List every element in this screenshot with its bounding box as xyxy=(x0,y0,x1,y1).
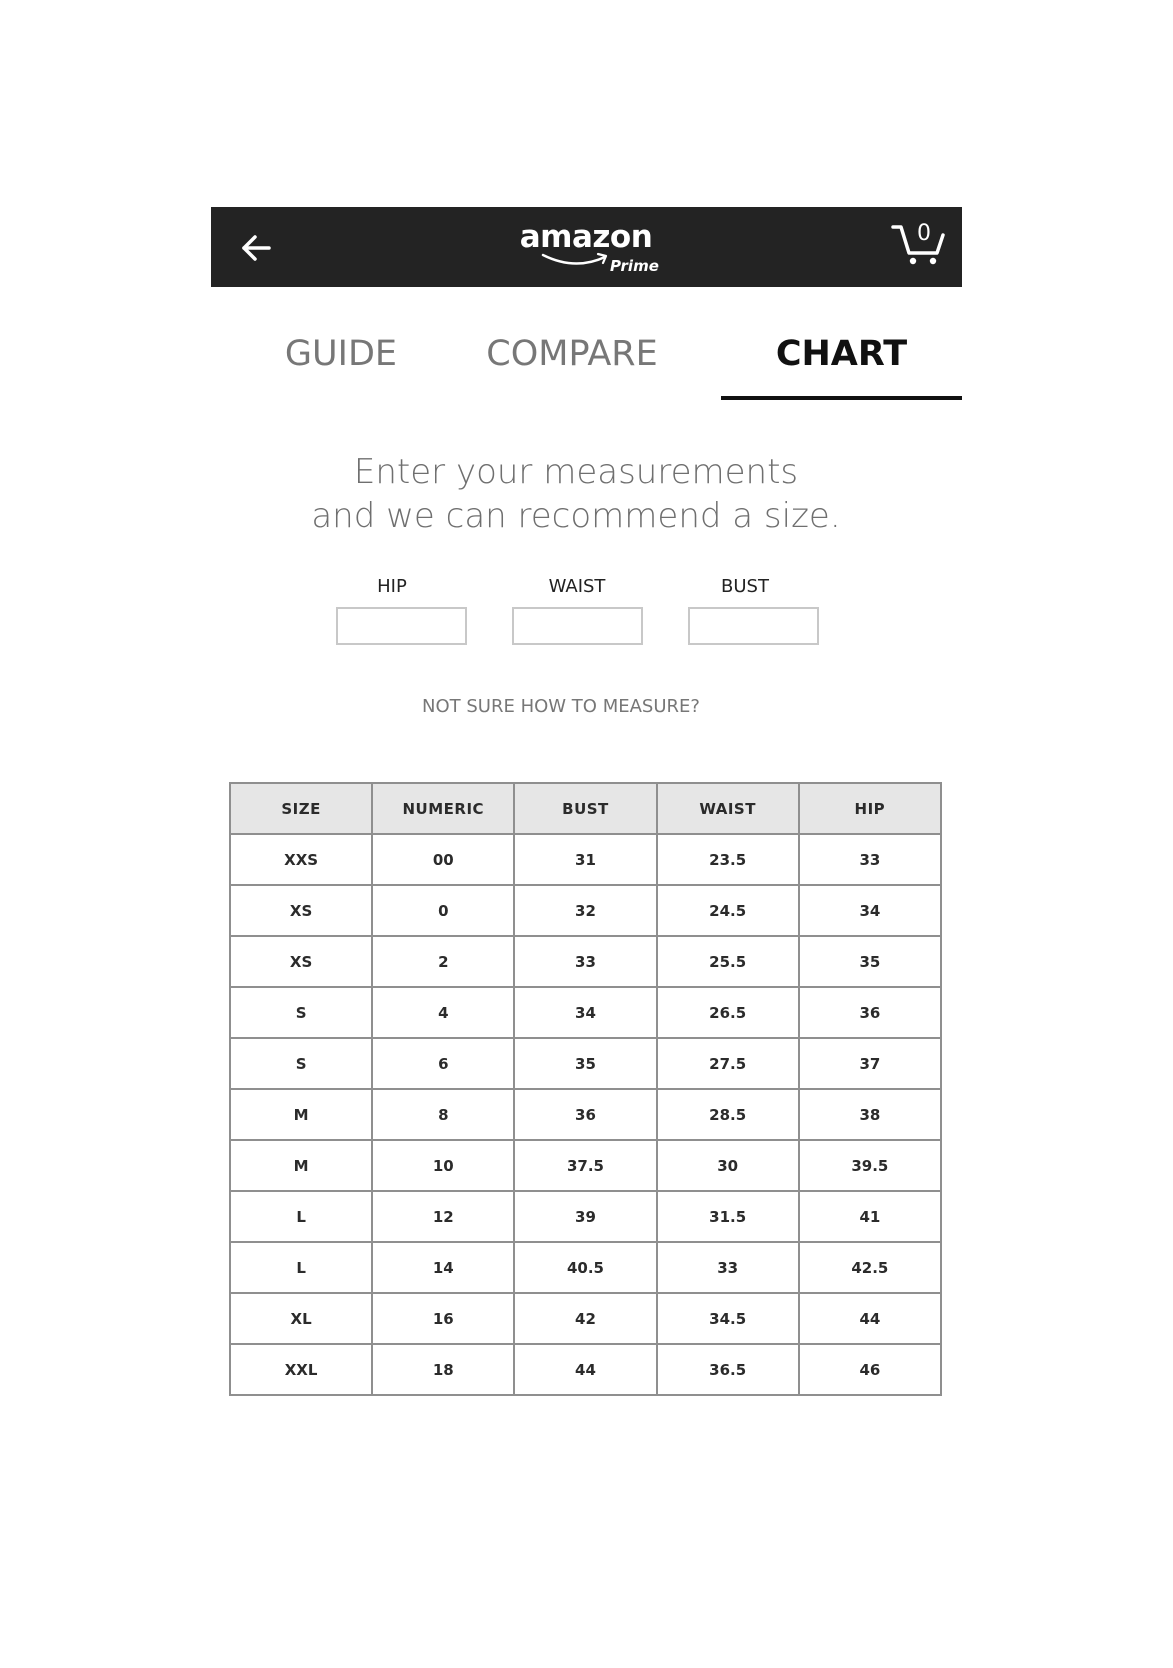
size-cell: XL xyxy=(230,1293,372,1344)
bust-cell: 36 xyxy=(514,1089,656,1140)
size-cell: XXS xyxy=(230,834,372,885)
bust-cell: 31 xyxy=(514,834,656,885)
waist-cell: 25.5 xyxy=(657,936,799,987)
table-row xyxy=(230,987,941,1038)
numeric-cell: 12 xyxy=(372,1191,514,1242)
intro-line-2: and we can recommend a size. xyxy=(311,496,841,536)
smile-arrow-icon xyxy=(541,251,613,269)
hip-cell: 37 xyxy=(799,1038,941,1089)
bust-cell: 34 xyxy=(514,987,656,1038)
tab-chart[interactable]: CHART xyxy=(721,320,962,400)
waist-cell: 34.5 xyxy=(657,1293,799,1344)
waist-cell: 27.5 xyxy=(657,1038,799,1089)
cart-count: 0 xyxy=(917,221,931,246)
hip-input[interactable] xyxy=(336,607,467,645)
back-button[interactable] xyxy=(237,229,277,267)
size-cell: L xyxy=(230,1191,372,1242)
waist-cell: 24.5 xyxy=(657,885,799,936)
table-row xyxy=(230,936,941,987)
tab-bar xyxy=(211,320,962,400)
bust-cell: 44 xyxy=(514,1344,656,1395)
app-header xyxy=(211,207,962,287)
bust-cell: 39 xyxy=(514,1191,656,1242)
size-chart-table xyxy=(229,782,942,1396)
table-row xyxy=(230,1089,941,1140)
tab-compare[interactable]: COMPARE xyxy=(486,334,658,374)
table-row xyxy=(230,1191,941,1242)
numeric-cell: 16 xyxy=(372,1293,514,1344)
numeric-cell: 10 xyxy=(372,1140,514,1191)
column-header-size: SIZE xyxy=(230,783,372,834)
bust-cell: 35 xyxy=(514,1038,656,1089)
size-cell: XXL xyxy=(230,1344,372,1395)
bust-cell: 37.5 xyxy=(514,1140,656,1191)
numeric-cell: 00 xyxy=(372,834,514,885)
tab-guide[interactable]: GUIDE xyxy=(284,334,398,374)
size-cell: L xyxy=(230,1242,372,1293)
column-header-numeric: NUMERIC xyxy=(372,783,514,834)
waist-cell: 31.5 xyxy=(657,1191,799,1242)
logo-wordmark: amazon xyxy=(519,219,653,255)
hip-label: HIP xyxy=(377,576,407,597)
table-row xyxy=(230,1242,941,1293)
bust-cell: 40.5 xyxy=(514,1242,656,1293)
column-header-hip: HIP xyxy=(799,783,941,834)
column-header-bust: BUST xyxy=(514,783,656,834)
table-row xyxy=(230,885,941,936)
arrow-left-icon xyxy=(237,229,277,267)
table-header-row xyxy=(230,783,941,834)
intro-line-1: Enter your measurements xyxy=(353,452,799,492)
amazon-prime-logo[interactable] xyxy=(511,215,671,277)
bust-cell: 32 xyxy=(514,885,656,936)
hip-cell: 46 xyxy=(799,1344,941,1395)
hip-cell: 44 xyxy=(799,1293,941,1344)
waist-cell: 23.5 xyxy=(657,834,799,885)
table-row xyxy=(230,1140,941,1191)
waist-label: WAIST xyxy=(548,576,606,597)
column-header-waist: WAIST xyxy=(657,783,799,834)
table-row xyxy=(230,1293,941,1344)
logo-prime-text: Prime xyxy=(610,257,659,275)
numeric-cell: 18 xyxy=(372,1344,514,1395)
waist-cell: 33 xyxy=(657,1242,799,1293)
hip-cell: 38 xyxy=(799,1089,941,1140)
size-cell: XS xyxy=(230,936,372,987)
size-cell: XS xyxy=(230,885,372,936)
waist-cell: 26.5 xyxy=(657,987,799,1038)
hip-cell: 35 xyxy=(799,936,941,987)
hip-cell: 41 xyxy=(799,1191,941,1242)
bust-label: BUST xyxy=(721,576,769,597)
bust-cell: 42 xyxy=(514,1293,656,1344)
table-row xyxy=(230,1344,941,1395)
cart-button[interactable] xyxy=(891,221,947,267)
hip-cell: 42.5 xyxy=(799,1242,941,1293)
table-row xyxy=(230,834,941,885)
hip-cell: 33 xyxy=(799,834,941,885)
numeric-cell: 6 xyxy=(372,1038,514,1089)
bust-input[interactable] xyxy=(688,607,819,645)
numeric-cell: 8 xyxy=(372,1089,514,1140)
numeric-cell: 14 xyxy=(372,1242,514,1293)
waist-cell: 30 xyxy=(657,1140,799,1191)
size-cell: S xyxy=(230,987,372,1038)
numeric-cell: 2 xyxy=(372,936,514,987)
how-to-measure-link[interactable]: NOT SURE HOW TO MEASURE? xyxy=(422,696,700,717)
waist-input[interactable] xyxy=(512,607,643,645)
table-row xyxy=(230,1038,941,1089)
numeric-cell: 4 xyxy=(372,987,514,1038)
waist-cell: 28.5 xyxy=(657,1089,799,1140)
hip-cell: 34 xyxy=(799,885,941,936)
size-cell: M xyxy=(230,1140,372,1191)
waist-cell: 36.5 xyxy=(657,1344,799,1395)
size-cell: S xyxy=(230,1038,372,1089)
numeric-cell: 0 xyxy=(372,885,514,936)
hip-cell: 36 xyxy=(799,987,941,1038)
intro-text xyxy=(211,450,941,538)
hip-cell: 39.5 xyxy=(799,1140,941,1191)
bust-cell: 33 xyxy=(514,936,656,987)
size-cell: M xyxy=(230,1089,372,1140)
